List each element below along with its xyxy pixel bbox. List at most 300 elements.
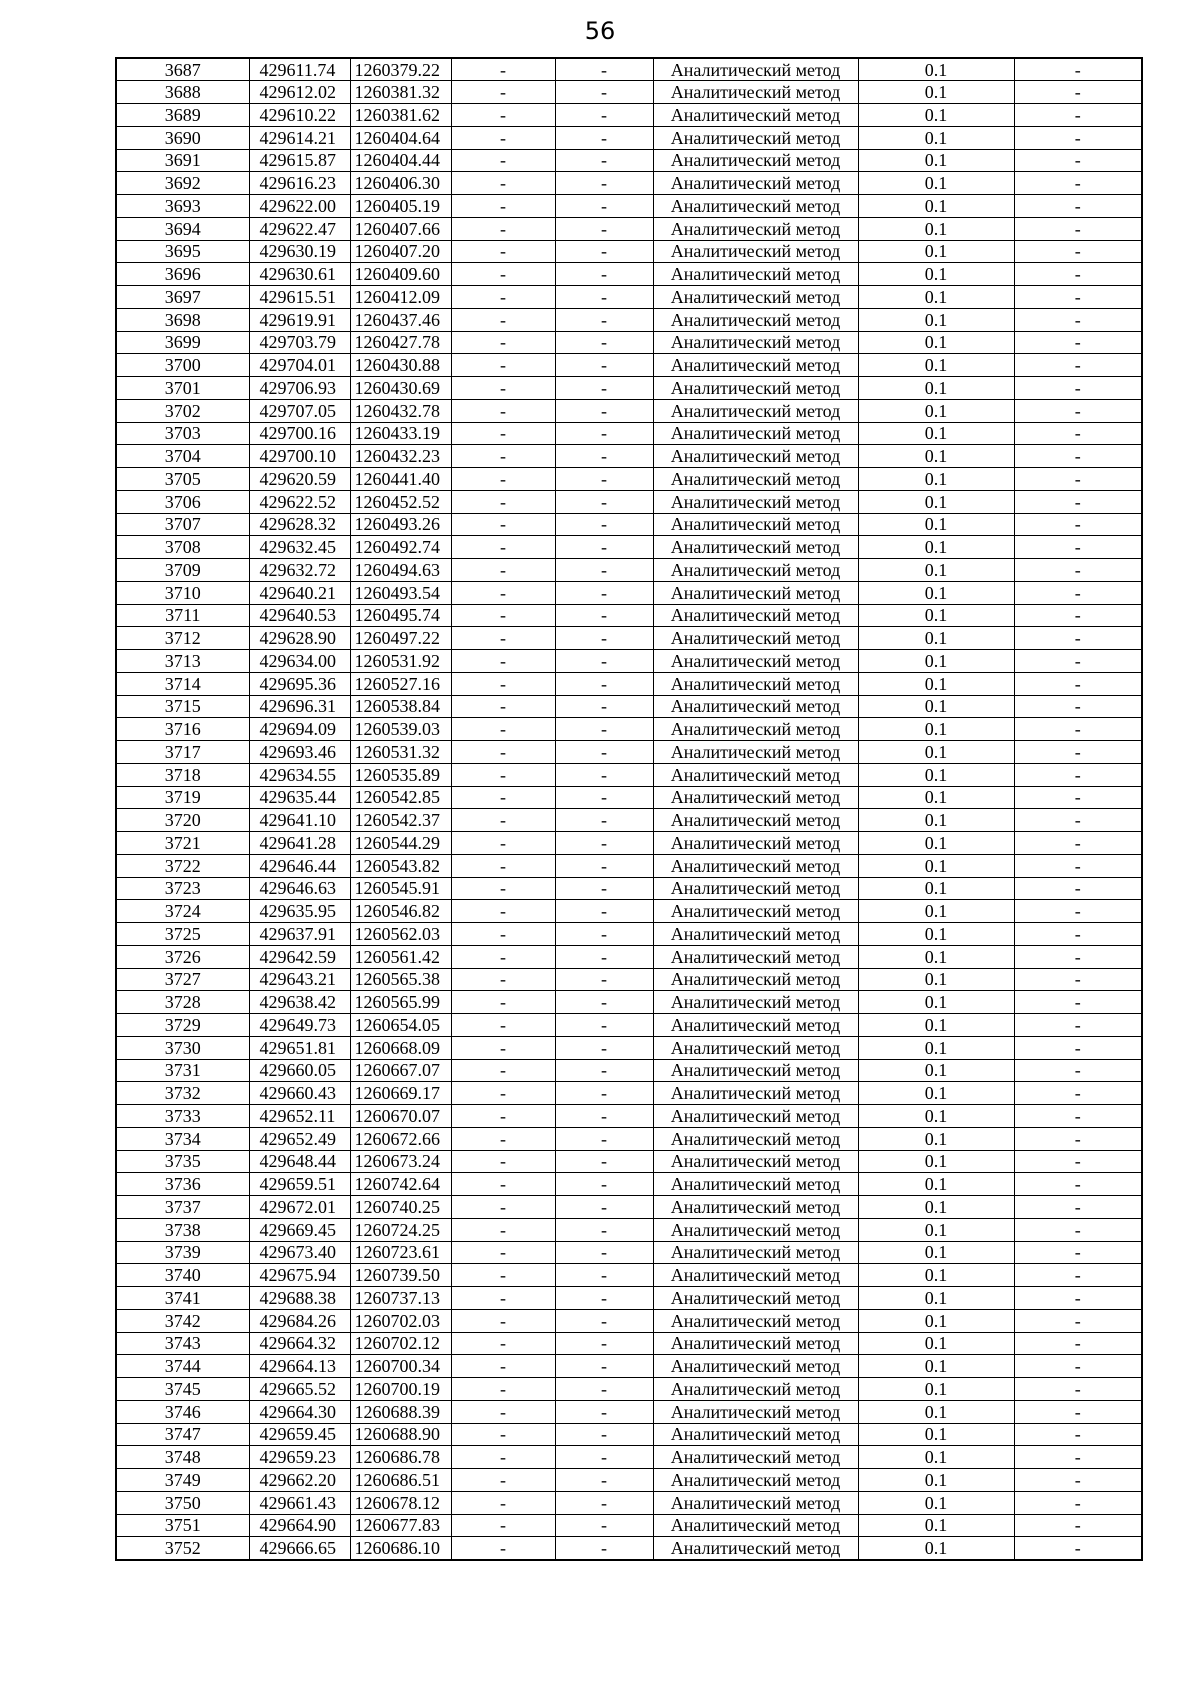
- x-coordinate-cell: 429637.91: [249, 923, 350, 946]
- y-coordinate-cell: 1260739.50: [350, 1264, 451, 1287]
- table-row: [116, 650, 1142, 673]
- dash-cell-a: -: [451, 832, 555, 855]
- point-number-cell: 3720: [116, 809, 249, 832]
- dash-cell-a: -: [451, 1423, 555, 1446]
- dash-cell-b: -: [555, 399, 653, 422]
- dash-cell-c: -: [1014, 308, 1142, 331]
- dash-cell-b: -: [555, 809, 653, 832]
- table-row: [116, 1196, 1142, 1219]
- dash-cell-b: -: [555, 923, 653, 946]
- dash-cell-b: -: [555, 1400, 653, 1423]
- y-coordinate-cell: 1260405.19: [350, 195, 451, 218]
- table-row: [116, 445, 1142, 468]
- dash-cell-c: -: [1014, 399, 1142, 422]
- accuracy-cell: 0.1: [858, 900, 1014, 923]
- dash-cell-b: -: [555, 559, 653, 582]
- table-row: [116, 240, 1142, 263]
- x-coordinate-cell: 429666.65: [249, 1537, 350, 1560]
- dash-cell-c: -: [1014, 923, 1142, 946]
- x-coordinate-cell: 429622.52: [249, 490, 350, 513]
- point-number-cell: 3749: [116, 1469, 249, 1492]
- x-coordinate-cell: 429664.30: [249, 1400, 350, 1423]
- y-coordinate-cell: 1260542.37: [350, 809, 451, 832]
- x-coordinate-cell: 429634.55: [249, 763, 350, 786]
- dash-cell-b: -: [555, 1150, 653, 1173]
- x-coordinate-cell: 429649.73: [249, 1014, 350, 1037]
- table-row: [116, 627, 1142, 650]
- dash-cell-c: -: [1014, 1514, 1142, 1537]
- accuracy-cell: 0.1: [858, 1378, 1014, 1401]
- y-coordinate-cell: 1260531.92: [350, 650, 451, 673]
- dash-cell-b: -: [555, 1355, 653, 1378]
- method-cell: Аналитический метод: [653, 1355, 858, 1378]
- accuracy-cell: 0.1: [858, 1173, 1014, 1196]
- point-number-cell: 3731: [116, 1059, 249, 1082]
- dash-cell-c: -: [1014, 695, 1142, 718]
- dash-cell-c: -: [1014, 104, 1142, 127]
- dash-cell-c: -: [1014, 354, 1142, 377]
- accuracy-cell: 0.1: [858, 968, 1014, 991]
- point-number-cell: 3752: [116, 1537, 249, 1560]
- table-row: [116, 468, 1142, 491]
- dash-cell-a: -: [451, 763, 555, 786]
- method-cell: Аналитический метод: [653, 900, 858, 923]
- x-coordinate-cell: 429616.23: [249, 172, 350, 195]
- y-coordinate-cell: 1260545.91: [350, 877, 451, 900]
- dash-cell-c: -: [1014, 900, 1142, 923]
- accuracy-cell: 0.1: [858, 741, 1014, 764]
- y-coordinate-cell: 1260740.25: [350, 1196, 451, 1219]
- dash-cell-a: -: [451, 172, 555, 195]
- y-coordinate-cell: 1260430.69: [350, 377, 451, 400]
- accuracy-cell: 0.1: [858, 1491, 1014, 1514]
- table-row: [116, 1014, 1142, 1037]
- accuracy-cell: 0.1: [858, 672, 1014, 695]
- accuracy-cell: 0.1: [858, 1446, 1014, 1469]
- table-row: [116, 1309, 1142, 1332]
- dash-cell-b: -: [555, 126, 653, 149]
- dash-cell-b: -: [555, 763, 653, 786]
- table-row: [116, 1332, 1142, 1355]
- dash-cell-b: -: [555, 536, 653, 559]
- dash-cell-a: -: [451, 1150, 555, 1173]
- method-cell: Аналитический метод: [653, 1036, 858, 1059]
- dash-cell-b: -: [555, 581, 653, 604]
- method-cell: Аналитический метод: [653, 854, 858, 877]
- y-coordinate-cell: 1260667.07: [350, 1059, 451, 1082]
- x-coordinate-cell: 429665.52: [249, 1378, 350, 1401]
- method-cell: Аналитический метод: [653, 1082, 858, 1105]
- dash-cell-b: -: [555, 650, 653, 673]
- table-row: [116, 377, 1142, 400]
- y-coordinate-cell: 1260702.03: [350, 1309, 451, 1332]
- table-row: [116, 1287, 1142, 1310]
- dash-cell-c: -: [1014, 536, 1142, 559]
- x-coordinate-cell: 429622.00: [249, 195, 350, 218]
- y-coordinate-cell: 1260543.82: [350, 854, 451, 877]
- method-cell: Аналитический метод: [653, 991, 858, 1014]
- x-coordinate-cell: 429660.05: [249, 1059, 350, 1082]
- accuracy-cell: 0.1: [858, 854, 1014, 877]
- y-coordinate-cell: 1260531.32: [350, 741, 451, 764]
- method-cell: Аналитический метод: [653, 422, 858, 445]
- table-row: [116, 1173, 1142, 1196]
- accuracy-cell: 0.1: [858, 195, 1014, 218]
- y-coordinate-cell: 1260492.74: [350, 536, 451, 559]
- dash-cell-c: -: [1014, 604, 1142, 627]
- x-coordinate-cell: 429673.40: [249, 1241, 350, 1264]
- x-coordinate-cell: 429632.45: [249, 536, 350, 559]
- dash-cell-a: -: [451, 536, 555, 559]
- x-coordinate-cell: 429662.20: [249, 1469, 350, 1492]
- table-row: [116, 900, 1142, 923]
- x-coordinate-cell: 429622.47: [249, 217, 350, 240]
- y-coordinate-cell: 1260493.54: [350, 581, 451, 604]
- accuracy-cell: 0.1: [858, 58, 1014, 81]
- dash-cell-a: -: [451, 877, 555, 900]
- method-cell: Аналитический метод: [653, 399, 858, 422]
- method-cell: Аналитический метод: [653, 126, 858, 149]
- accuracy-cell: 0.1: [858, 627, 1014, 650]
- accuracy-cell: 0.1: [858, 172, 1014, 195]
- table-row: [116, 1514, 1142, 1537]
- dash-cell-c: -: [1014, 991, 1142, 1014]
- point-number-cell: 3750: [116, 1491, 249, 1514]
- point-number-cell: 3726: [116, 945, 249, 968]
- dash-cell-b: -: [555, 104, 653, 127]
- point-number-cell: 3703: [116, 422, 249, 445]
- dash-cell-c: -: [1014, 854, 1142, 877]
- method-cell: Аналитический метод: [653, 149, 858, 172]
- dash-cell-c: -: [1014, 149, 1142, 172]
- dash-cell-b: -: [555, 308, 653, 331]
- accuracy-cell: 0.1: [858, 650, 1014, 673]
- point-number-cell: 3706: [116, 490, 249, 513]
- dash-cell-c: -: [1014, 1150, 1142, 1173]
- y-coordinate-cell: 1260538.84: [350, 695, 451, 718]
- table-row: [116, 1241, 1142, 1264]
- y-coordinate-cell: 1260688.39: [350, 1400, 451, 1423]
- dash-cell-a: -: [451, 1309, 555, 1332]
- dash-cell-a: -: [451, 1537, 555, 1560]
- x-coordinate-cell: 429694.09: [249, 718, 350, 741]
- dash-cell-c: -: [1014, 1241, 1142, 1264]
- method-cell: Аналитический метод: [653, 240, 858, 263]
- y-coordinate-cell: 1260686.10: [350, 1537, 451, 1560]
- accuracy-cell: 0.1: [858, 991, 1014, 1014]
- y-coordinate-cell: 1260700.34: [350, 1355, 451, 1378]
- dash-cell-a: -: [451, 513, 555, 536]
- point-number-cell: 3718: [116, 763, 249, 786]
- x-coordinate-cell: 429642.59: [249, 945, 350, 968]
- y-coordinate-cell: 1260688.90: [350, 1423, 451, 1446]
- accuracy-cell: 0.1: [858, 240, 1014, 263]
- dash-cell-b: -: [555, 1514, 653, 1537]
- accuracy-cell: 0.1: [858, 581, 1014, 604]
- y-coordinate-cell: 1260494.63: [350, 559, 451, 582]
- accuracy-cell: 0.1: [858, 832, 1014, 855]
- dash-cell-a: -: [451, 195, 555, 218]
- accuracy-cell: 0.1: [858, 945, 1014, 968]
- dash-cell-c: -: [1014, 1537, 1142, 1560]
- y-coordinate-cell: 1260562.03: [350, 923, 451, 946]
- accuracy-cell: 0.1: [858, 536, 1014, 559]
- accuracy-cell: 0.1: [858, 1423, 1014, 1446]
- dash-cell-a: -: [451, 1196, 555, 1219]
- point-number-cell: 3751: [116, 1514, 249, 1537]
- point-number-cell: 3687: [116, 58, 249, 81]
- x-coordinate-cell: 429640.21: [249, 581, 350, 604]
- table-row: [116, 877, 1142, 900]
- point-number-cell: 3693: [116, 195, 249, 218]
- table-row: [116, 695, 1142, 718]
- point-number-cell: 3745: [116, 1378, 249, 1401]
- x-coordinate-cell: 429620.59: [249, 468, 350, 491]
- dash-cell-c: -: [1014, 741, 1142, 764]
- x-coordinate-cell: 429707.05: [249, 399, 350, 422]
- method-cell: Аналитический метод: [653, 1218, 858, 1241]
- y-coordinate-cell: 1260441.40: [350, 468, 451, 491]
- table-row: [116, 1491, 1142, 1514]
- dash-cell-a: -: [451, 809, 555, 832]
- accuracy-cell: 0.1: [858, 695, 1014, 718]
- dash-cell-c: -: [1014, 286, 1142, 309]
- y-coordinate-cell: 1260561.42: [350, 945, 451, 968]
- y-coordinate-cell: 1260737.13: [350, 1287, 451, 1310]
- point-number-cell: 3739: [116, 1241, 249, 1264]
- dash-cell-a: -: [451, 945, 555, 968]
- table-row: [116, 1423, 1142, 1446]
- y-coordinate-cell: 1260381.32: [350, 81, 451, 104]
- x-coordinate-cell: 429635.44: [249, 786, 350, 809]
- accuracy-cell: 0.1: [858, 126, 1014, 149]
- accuracy-cell: 0.1: [858, 763, 1014, 786]
- point-number-cell: 3743: [116, 1332, 249, 1355]
- dash-cell-a: -: [451, 263, 555, 286]
- x-coordinate-cell: 429704.01: [249, 354, 350, 377]
- dash-cell-b: -: [555, 217, 653, 240]
- dash-cell-a: -: [451, 240, 555, 263]
- dash-cell-c: -: [1014, 331, 1142, 354]
- table-row: [116, 104, 1142, 127]
- accuracy-cell: 0.1: [858, 786, 1014, 809]
- point-number-cell: 3701: [116, 377, 249, 400]
- dash-cell-b: -: [555, 1196, 653, 1219]
- y-coordinate-cell: 1260742.64: [350, 1173, 451, 1196]
- method-cell: Аналитический метод: [653, 354, 858, 377]
- method-cell: Аналитический метод: [653, 536, 858, 559]
- method-cell: Аналитический метод: [653, 331, 858, 354]
- accuracy-cell: 0.1: [858, 1332, 1014, 1355]
- x-coordinate-cell: 429659.51: [249, 1173, 350, 1196]
- dash-cell-c: -: [1014, 627, 1142, 650]
- method-cell: Аналитический метод: [653, 763, 858, 786]
- method-cell: Аналитический метод: [653, 968, 858, 991]
- x-coordinate-cell: 429646.63: [249, 877, 350, 900]
- dash-cell-a: -: [451, 126, 555, 149]
- x-coordinate-cell: 429610.22: [249, 104, 350, 127]
- table-row: [116, 604, 1142, 627]
- x-coordinate-cell: 429664.90: [249, 1514, 350, 1537]
- x-coordinate-cell: 429648.44: [249, 1150, 350, 1173]
- dash-cell-c: -: [1014, 377, 1142, 400]
- y-coordinate-cell: 1260668.09: [350, 1036, 451, 1059]
- point-number-cell: 3694: [116, 217, 249, 240]
- method-cell: Аналитический метод: [653, 832, 858, 855]
- x-coordinate-cell: 429669.45: [249, 1218, 350, 1241]
- table-row: [116, 422, 1142, 445]
- x-coordinate-cell: 429660.43: [249, 1082, 350, 1105]
- method-cell: Аналитический метод: [653, 650, 858, 673]
- y-coordinate-cell: 1260432.78: [350, 399, 451, 422]
- accuracy-cell: 0.1: [858, 81, 1014, 104]
- x-coordinate-cell: 429640.53: [249, 604, 350, 627]
- point-number-cell: 3695: [116, 240, 249, 263]
- dash-cell-b: -: [555, 1036, 653, 1059]
- dash-cell-c: -: [1014, 217, 1142, 240]
- dash-cell-c: -: [1014, 718, 1142, 741]
- method-cell: Аналитический метод: [653, 1491, 858, 1514]
- dash-cell-b: -: [555, 263, 653, 286]
- table-row: [116, 308, 1142, 331]
- x-coordinate-cell: 429706.93: [249, 377, 350, 400]
- dash-cell-c: -: [1014, 786, 1142, 809]
- dash-cell-c: -: [1014, 809, 1142, 832]
- table-row: [116, 1059, 1142, 1082]
- dash-cell-a: -: [451, 377, 555, 400]
- dash-cell-a: -: [451, 58, 555, 81]
- y-coordinate-cell: 1260409.60: [350, 263, 451, 286]
- accuracy-cell: 0.1: [858, 604, 1014, 627]
- x-coordinate-cell: 429628.90: [249, 627, 350, 650]
- point-number-cell: 3708: [116, 536, 249, 559]
- point-number-cell: 3724: [116, 900, 249, 923]
- y-coordinate-cell: 1260565.99: [350, 991, 451, 1014]
- dash-cell-a: -: [451, 854, 555, 877]
- y-coordinate-cell: 1260565.38: [350, 968, 451, 991]
- dash-cell-a: -: [451, 81, 555, 104]
- point-number-cell: 3690: [116, 126, 249, 149]
- dash-cell-c: -: [1014, 1332, 1142, 1355]
- point-number-cell: 3707: [116, 513, 249, 536]
- y-coordinate-cell: 1260654.05: [350, 1014, 451, 1037]
- dash-cell-a: -: [451, 1059, 555, 1082]
- x-coordinate-cell: 429628.32: [249, 513, 350, 536]
- accuracy-cell: 0.1: [858, 1150, 1014, 1173]
- dash-cell-a: -: [451, 786, 555, 809]
- accuracy-cell: 0.1: [858, 149, 1014, 172]
- dash-cell-c: -: [1014, 968, 1142, 991]
- x-coordinate-cell: 429659.45: [249, 1423, 350, 1446]
- x-coordinate-cell: 429664.32: [249, 1332, 350, 1355]
- dash-cell-c: -: [1014, 672, 1142, 695]
- dash-cell-c: -: [1014, 58, 1142, 81]
- point-number-cell: 3711: [116, 604, 249, 627]
- point-number-cell: 3714: [116, 672, 249, 695]
- dash-cell-b: -: [555, 286, 653, 309]
- dash-cell-a: -: [451, 718, 555, 741]
- table-row: [116, 195, 1142, 218]
- x-coordinate-cell: 429664.13: [249, 1355, 350, 1378]
- dash-cell-a: -: [451, 490, 555, 513]
- method-cell: Аналитический метод: [653, 559, 858, 582]
- dash-cell-a: -: [451, 1127, 555, 1150]
- x-coordinate-cell: 429695.36: [249, 672, 350, 695]
- dash-cell-b: -: [555, 149, 653, 172]
- point-number-cell: 3717: [116, 741, 249, 764]
- method-cell: Аналитический метод: [653, 1173, 858, 1196]
- dash-cell-c: -: [1014, 468, 1142, 491]
- y-coordinate-cell: 1260686.51: [350, 1469, 451, 1492]
- y-coordinate-cell: 1260433.19: [350, 422, 451, 445]
- dash-cell-c: -: [1014, 1264, 1142, 1287]
- dash-cell-c: -: [1014, 1173, 1142, 1196]
- table-row: [116, 854, 1142, 877]
- y-coordinate-cell: 1260673.24: [350, 1150, 451, 1173]
- accuracy-cell: 0.1: [858, 217, 1014, 240]
- dash-cell-a: -: [451, 1469, 555, 1492]
- accuracy-cell: 0.1: [858, 399, 1014, 422]
- y-coordinate-cell: 1260407.66: [350, 217, 451, 240]
- dash-cell-a: -: [451, 1082, 555, 1105]
- dash-cell-a: -: [451, 286, 555, 309]
- method-cell: Аналитический метод: [653, 877, 858, 900]
- table-row: [116, 968, 1142, 991]
- dash-cell-a: -: [451, 1264, 555, 1287]
- method-cell: Аналитический метод: [653, 1127, 858, 1150]
- table-row: [116, 718, 1142, 741]
- accuracy-cell: 0.1: [858, 308, 1014, 331]
- point-number-cell: 3697: [116, 286, 249, 309]
- dash-cell-b: -: [555, 1491, 653, 1514]
- x-coordinate-cell: 429652.11: [249, 1105, 350, 1128]
- table-row: [116, 126, 1142, 149]
- dash-cell-a: -: [451, 331, 555, 354]
- accuracy-cell: 0.1: [858, 1059, 1014, 1082]
- point-number-cell: 3702: [116, 399, 249, 422]
- method-cell: Аналитический метод: [653, 1514, 858, 1537]
- dash-cell-a: -: [451, 1105, 555, 1128]
- dash-cell-a: -: [451, 923, 555, 946]
- y-coordinate-cell: 1260404.64: [350, 126, 451, 149]
- dash-cell-a: -: [451, 354, 555, 377]
- dash-cell-c: -: [1014, 1059, 1142, 1082]
- method-cell: Аналитический метод: [653, 604, 858, 627]
- table-row: [116, 217, 1142, 240]
- accuracy-cell: 0.1: [858, 331, 1014, 354]
- y-coordinate-cell: 1260535.89: [350, 763, 451, 786]
- accuracy-cell: 0.1: [858, 923, 1014, 946]
- dash-cell-b: -: [555, 718, 653, 741]
- accuracy-cell: 0.1: [858, 490, 1014, 513]
- point-number-cell: 3742: [116, 1309, 249, 1332]
- accuracy-cell: 0.1: [858, 1036, 1014, 1059]
- dash-cell-a: -: [451, 1355, 555, 1378]
- x-coordinate-cell: 429635.95: [249, 900, 350, 923]
- table-row: [116, 1400, 1142, 1423]
- dash-cell-a: -: [451, 650, 555, 673]
- table-row: [116, 923, 1142, 946]
- dash-cell-a: -: [451, 468, 555, 491]
- y-coordinate-cell: 1260404.44: [350, 149, 451, 172]
- dash-cell-b: -: [555, 1014, 653, 1037]
- table-row: [116, 1127, 1142, 1150]
- dash-cell-b: -: [555, 1287, 653, 1310]
- y-coordinate-cell: 1260678.12: [350, 1491, 451, 1514]
- dash-cell-c: -: [1014, 1287, 1142, 1310]
- method-cell: Аналитический метод: [653, 1105, 858, 1128]
- table-row: [116, 741, 1142, 764]
